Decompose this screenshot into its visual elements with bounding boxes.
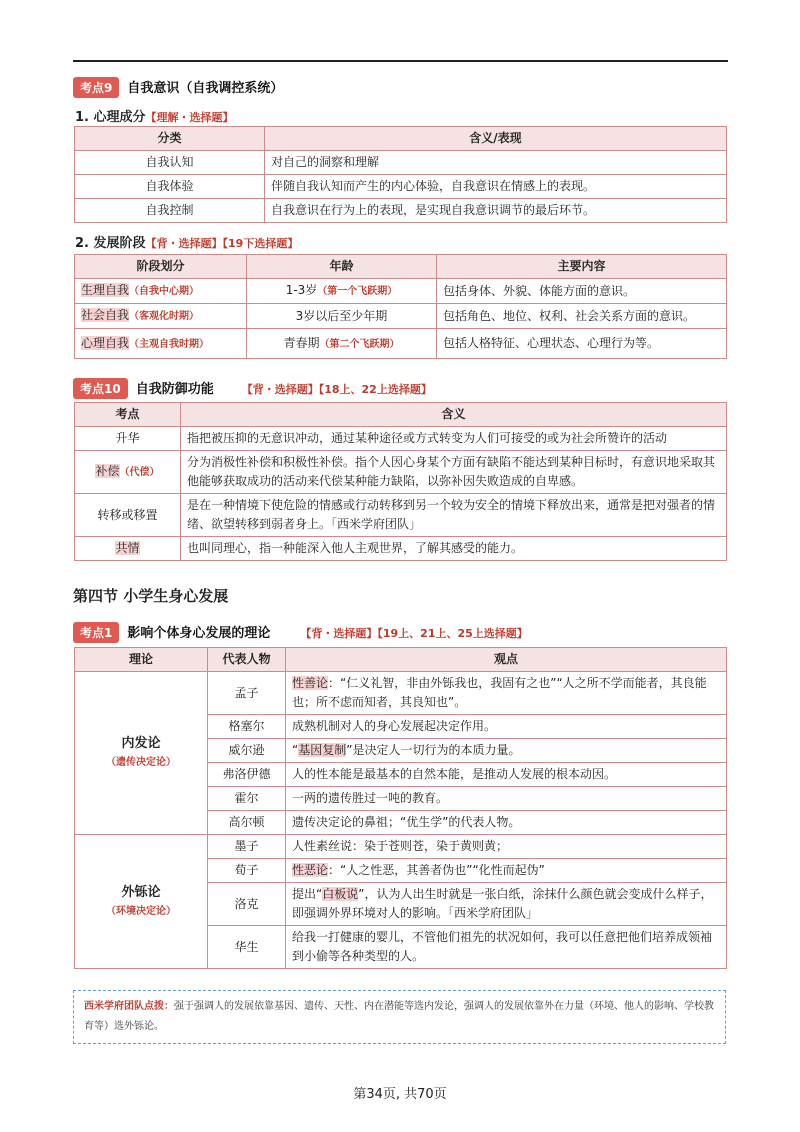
cell-person: 华生 xyxy=(208,926,286,969)
s10-tag: 【背・选择题】【18上、22上选择题】 xyxy=(241,383,432,396)
theory-note: （环境决定论） xyxy=(106,905,176,917)
cell-content: 包括身体、外貌、体能方面的意识。 xyxy=(437,279,727,304)
cell-view xyxy=(286,672,727,715)
cell-view: 遗传决定论的鼻祖；“优生学”的代表人物。 xyxy=(286,811,727,835)
cell-person: 高尔顿 xyxy=(208,811,286,835)
table-theories xyxy=(74,647,727,969)
cell-category: 自我控制 xyxy=(75,199,265,223)
col-meaning: 含义/表现 xyxy=(265,127,727,151)
cell-person: 洛克 xyxy=(208,883,286,926)
view-prefix: 提出“ xyxy=(292,887,323,901)
defense-name: 共情 xyxy=(115,541,140,555)
theory-note: （遗传决定论） xyxy=(106,757,176,768)
cell-person: 格塞尔 xyxy=(208,715,286,739)
tip-label: 西米学府团队点拨： xyxy=(84,1001,174,1012)
cell-content: 包括人格特征、心理状态、心理行为等。 xyxy=(437,329,727,359)
s9-badge: 考点9 xyxy=(73,77,119,98)
col-theory: 理论 xyxy=(75,648,208,672)
table-dev-stages xyxy=(74,254,727,359)
cell-stage xyxy=(75,329,247,359)
cell-meaning: 自我意识在行为上的表现，是实现自我意识调节的最后环节。 xyxy=(265,199,727,223)
s1-badge: 考点1 xyxy=(73,622,119,643)
col-age: 年龄 xyxy=(247,255,437,279)
view-text: ：“仁义礼智，非由外铄我也，我固有之也”“人之所不学而能者，其良能也；所不虑而知者，其良知也”。 xyxy=(292,676,707,709)
view-text: ”，认为人出生时就是一张白纸，涂抹什么颜色就会变成什么样子，即强调外界环境对人的影响。「西米学府团队」 xyxy=(292,887,713,920)
table-row xyxy=(75,329,727,359)
s9-sub2-label: 2. 发展阶段 xyxy=(75,236,146,251)
view-highlight: 性善论 xyxy=(292,676,329,690)
cell-text: 指把被压抑的无意识冲动，通过某种途径或方式转变为人们可接受的或为社会所赞许的活动 xyxy=(181,427,727,451)
s10-title: 自我防御功能 xyxy=(135,382,214,397)
s1-tag: 【背・选择题】【19上、21上、25上选择题】 xyxy=(300,627,528,640)
theory-name: 内发论 xyxy=(121,736,161,751)
table-row xyxy=(75,151,727,175)
stage-name: 社会自我 xyxy=(81,308,130,322)
s10-badge: 考点10 xyxy=(73,378,128,399)
cell-meaning: 对自己的洞察和理解 xyxy=(265,151,727,175)
cell-person: 弗洛伊德 xyxy=(208,763,286,787)
view-text: ”是决定人一切行为的本质力量。 xyxy=(346,743,521,757)
cell-age xyxy=(247,304,437,329)
table-header xyxy=(75,255,727,279)
col-meaning: 含义 xyxy=(181,403,727,427)
col-person: 代表人物 xyxy=(208,648,286,672)
cell-view xyxy=(286,859,727,883)
col-stage: 阶段划分 xyxy=(75,255,247,279)
cell-stage xyxy=(75,304,247,329)
table-row xyxy=(75,304,727,329)
s9-sub1-tag: 【理解・选择题】 xyxy=(145,111,234,124)
table-psych-components xyxy=(74,126,727,223)
cell-person: 威尔逊 xyxy=(208,739,286,763)
cell-category: 自我认知 xyxy=(75,151,265,175)
cell-text: 是在一种情境下使危险的情感或行动转移到另一个较为安全的情境下释放出来，通常是把对强者的情绪、欲望转移到弱者身上。「西米学府团队」 xyxy=(181,494,727,537)
defense-name: 补偿 xyxy=(95,464,120,478)
table-row xyxy=(75,672,727,715)
table-header xyxy=(75,648,727,672)
cell-view: 成熟机制对人的身心发展起决定作用。 xyxy=(286,715,727,739)
table-row xyxy=(75,199,727,223)
cell-name xyxy=(75,537,181,561)
stage-name: 生理自我 xyxy=(81,283,130,297)
view-highlight: 基因复制 xyxy=(298,743,347,757)
defense-name: 升华 xyxy=(115,431,140,445)
age-text: 1-3岁 xyxy=(285,283,318,297)
col-point: 考点 xyxy=(75,403,181,427)
stage-note: （客观化时期） xyxy=(129,311,200,322)
cell-view xyxy=(286,883,727,926)
cell-person: 霍尔 xyxy=(208,787,286,811)
stage-note: （主观自我时期） xyxy=(129,338,210,350)
cell-person: 墨子 xyxy=(208,835,286,859)
stage-name: 心理自我 xyxy=(81,335,130,350)
cell-category: 自我体验 xyxy=(75,175,265,199)
cell-view: 给我一打健康的婴儿，不管他们祖先的状况如何，我可以任意把他们培养成领袖到小偷等各种类型的人。 xyxy=(286,926,727,969)
cell-age xyxy=(247,279,437,304)
cell-name xyxy=(75,451,181,494)
view-prefix: “ xyxy=(292,743,299,757)
cell-text: 分为消极性补偿和积极性补偿。指个人因心身某个方面有缺陷不能达到某种目标时，有意识地采取其他能够获取成功的活动来代偿某种能力缺陷，以弥补因失败造成的自卑感。 xyxy=(181,451,727,494)
table-defense xyxy=(74,402,727,561)
cell-view: 一两的遗传胜过一吨的教育。 xyxy=(286,787,727,811)
cell-meaning: 伴随自我认知而产生的内心体验，自我意识在情感上的表现。 xyxy=(265,175,727,199)
table-header xyxy=(75,403,727,427)
col-category: 分类 xyxy=(75,127,265,151)
s9-sub1-label: 1. 心理成分 xyxy=(75,110,146,125)
defense-name: 转移或移置 xyxy=(97,507,158,522)
s1-heading xyxy=(73,622,528,643)
table-row xyxy=(75,537,727,561)
table-row xyxy=(75,175,727,199)
age-text: 3岁以后至少年期 xyxy=(295,308,388,323)
view-text: ：“人之性恶，其善者伪也”“化性而起伪” xyxy=(328,863,545,877)
cell-person: 荀子 xyxy=(208,859,286,883)
page-footer: 第34页, 共70页 xyxy=(353,1087,447,1102)
table-header xyxy=(75,127,727,151)
view-highlight: 白板说 xyxy=(322,887,359,901)
col-content: 主要内容 xyxy=(437,255,727,279)
section-title: 第四节 小学生身心发展 xyxy=(73,587,229,605)
cell-view: 人的性本能是最基本的自然本能，是推动人发展的根本动因。 xyxy=(286,763,727,787)
table-row xyxy=(75,427,727,451)
tip-box xyxy=(73,990,726,1044)
cell-view xyxy=(286,739,727,763)
view-highlight: 性恶论 xyxy=(292,863,329,877)
s9-sub2-tag: 【背・选择题】【19下选择题】 xyxy=(145,237,299,250)
table-row xyxy=(75,835,727,859)
table-row xyxy=(75,494,727,537)
defense-note: （代偿） xyxy=(119,467,160,478)
s9-heading xyxy=(73,77,283,98)
age-text: 青春期 xyxy=(283,335,320,350)
cell-content: 包括角色、地位、权利、社会关系方面的意识。 xyxy=(437,304,727,329)
cell-theory-inner xyxy=(75,672,208,835)
s9-sub2 xyxy=(75,232,298,251)
cell-view: 人性素丝说：染于苍则苍，染于黄则黄； xyxy=(286,835,727,859)
cell-text: 也叫同理心，指一种能深入他人主观世界，了解其感受的能力。 xyxy=(181,537,727,561)
table-row xyxy=(75,451,727,494)
tip-text: 强于强调人的发展依靠基因、遗传、天性、内在潜能等选内发论，强调人的发展依靠外在力量（环境、他人的影响、学校教育等）选外铄论。 xyxy=(84,1001,714,1032)
s10-heading xyxy=(73,378,432,399)
cell-person: 孟子 xyxy=(208,672,286,715)
col-view: 观点 xyxy=(286,648,727,672)
s1-title: 影响个体身心发展的理论 xyxy=(127,626,271,641)
table-row xyxy=(75,279,727,304)
cell-name xyxy=(75,427,181,451)
s9-title: 自我意识（自我调控系统） xyxy=(127,81,284,96)
stage-note: （自我中心期） xyxy=(129,286,200,297)
cell-name xyxy=(75,494,181,537)
theory-name: 外铄论 xyxy=(121,884,161,900)
s9-sub1 xyxy=(75,106,234,125)
cell-stage xyxy=(75,279,247,304)
age-note: （第一个飞跃期） xyxy=(317,286,398,297)
cell-age xyxy=(247,329,437,359)
age-note: （第二个飞跃期） xyxy=(319,338,400,350)
cell-theory-outer xyxy=(75,835,208,969)
top-rule xyxy=(73,60,728,62)
